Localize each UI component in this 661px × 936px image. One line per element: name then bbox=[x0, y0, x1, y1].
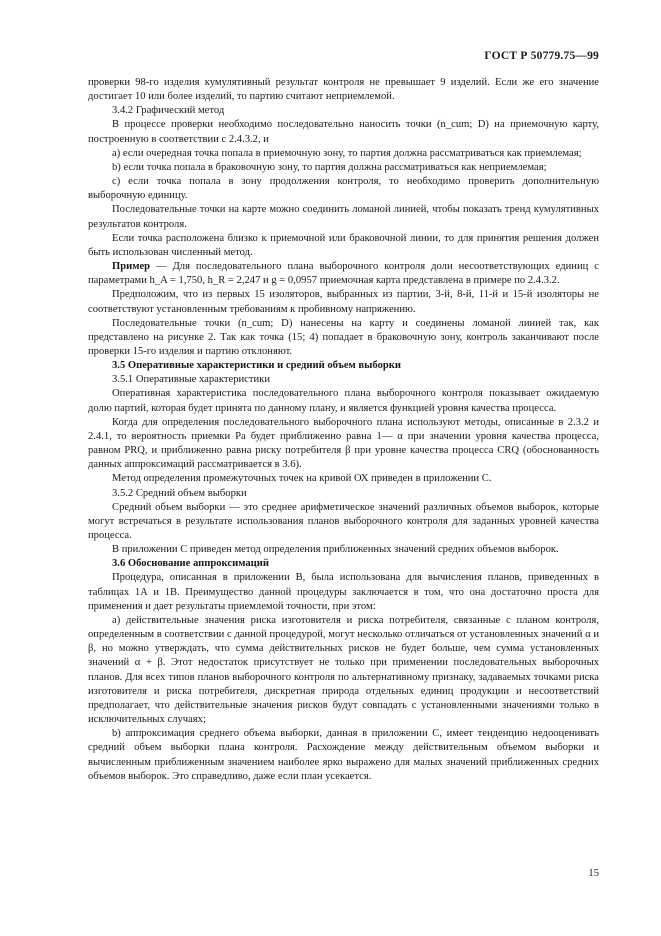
example-text: — Для последовательного плана выборочного контроля доли несоответствующих единиц с параметрами h_A = 1,750, h_R = 2,247 и g = 0,0957 приемочная карта представлена в примере по 2.4.3.2. bbox=[88, 261, 599, 287]
paragraph: Средний объем выборки — это среднее арифметическое значений различных объемов выборок, которые могут встречаться в результате использования планов выборочного контроля для заданных уровней качества процесса. bbox=[88, 501, 599, 541]
list-item: а) действительные значения риска изготовителя и риска потребителя, связанные с планом контроля, определенным в соответствии с данной процедурой, могут несколько отличаться от установленных значений α и β, но можно утверждать, что сумма действительных рисков не будет больше, чем сумма установленных значений α + β. Этот недостаток присутствует не только при применении последовательных выборочных планов. Для всех типов планов выборочного контроля по альтернативному признаку, задаваемых точками риска изготовителя и риска потребителя, дискретная природа отдельных единиц продукции и несоответствий предполагает, что действительные значения рисков будут совпадать с установленными значениями только в исключительных случаях; bbox=[88, 614, 599, 726]
paragraph: Метод определения промежуточных точек на кривой ОХ приведен в приложении С. bbox=[112, 473, 492, 485]
subsection-heading: 3.5.1 Оперативные характеристики bbox=[112, 374, 271, 386]
list-item: а) если очередная точка попала в приемочную зону, то партия должна рассматриваться как приемлемая; bbox=[112, 147, 582, 159]
paragraph: Если точка расположена близко к приемочной или браковочной линии, то для принятия решения должен быть использован численный метод. bbox=[88, 232, 599, 258]
document-body bbox=[88, 76, 599, 784]
subsection-heading: 3.5.2 Средний объем выборки bbox=[112, 487, 247, 499]
list-item: с) если точка попала в зону продолжения контроля, то необходимо проверить дополнительную выборочную единицу. bbox=[88, 176, 599, 202]
example-paragraph bbox=[88, 260, 599, 288]
standard-code-header: ГОСТ Р 50779.75—99 bbox=[484, 50, 599, 62]
paragraph: Оперативная характеристика последовательного плана выборочного контроля показывает ожидаемую долю партий, которая будет принята по данному плану, и является функцией уровня качества процесса. bbox=[88, 388, 599, 414]
list-item: b) аппроксимация среднего объема выборки, данная в приложении С, имеет тенденцию недооценивать средний объем выборки плана контроля. Расхождение между действительным объемом выборки и вычисленным приближенным значением наиболее ярко выражено для малых значений приближенных средних объемов выборок. Это справедливо, даже если план усекается. bbox=[88, 728, 599, 782]
paragraph: Последовательные точки на карте можно соединить ломаной линией, чтобы показать тренд кумулятивных результатов контроля. bbox=[88, 204, 599, 230]
paragraph: Когда для определения последовательного выборочного плана используют методы, описанные в 2.3.2 и 2.4.1, то вероятность приемки Pa будет приближенно равна 1— α при значении уровня качества процесса, равном PRQ, и приближенно равна риску потребителя β при уровне качества процесса CRQ (обоснованность данных аппроксимаций рассматривается в 3.6). bbox=[88, 416, 599, 471]
list-item: b) если точка попала в браковочную зону, то партия должна рассматриваться как неприемлемая; bbox=[112, 161, 547, 173]
paragraph: В приложении С приведен метод определения приближенных значений средних объемов выборок. bbox=[112, 544, 559, 556]
paragraph: Последовательные точки (n_cum; D) нанесены на карту и соединены ломаной линией так, как представлено на рисунке 2. Так как точка (15; 4) попадает в браковочную зону, контроль заканчивают после проверки 15-го изделия и партию отклоняют. bbox=[88, 317, 599, 357]
paragraph: В процессе проверки необходимо последовательно наносить точки (n_cum; D) на приемочную карту, построенную в соответствии с 2.4.3.2, и bbox=[88, 119, 599, 145]
paragraph: Предположим, что из первых 15 изоляторов, выбранных из партии, 3-й, 8-й, 11-й и 15-й изоляторы не соответствуют установленным требованиям к пробивному напряжению. bbox=[88, 289, 599, 315]
section-heading: 3.6 Обоснование аппроксимаций bbox=[112, 558, 269, 570]
example-label: Пример bbox=[112, 261, 151, 273]
page-number: 15 bbox=[588, 868, 599, 879]
subsection-heading: 3.4.2 Графический метод bbox=[112, 105, 225, 117]
section-heading: 3.5 Оперативные характеристики и средний объем выборки bbox=[112, 360, 401, 372]
paragraph: Процедура, описанная в приложении В, была использована для вычисления планов, приведенных в таблицах 1А и 1В. Преимущество данной процедуры заключается в том, что она достаточно проста для применения и дает результаты приемлемой точности, при этом: bbox=[88, 572, 599, 612]
paragraph: проверки 98-го изделия кумулятивный результат контроля не превышает 9 изделий. Если же его значение достигает 10 или более изделий, то партию считают неприемлемой. bbox=[88, 77, 599, 103]
